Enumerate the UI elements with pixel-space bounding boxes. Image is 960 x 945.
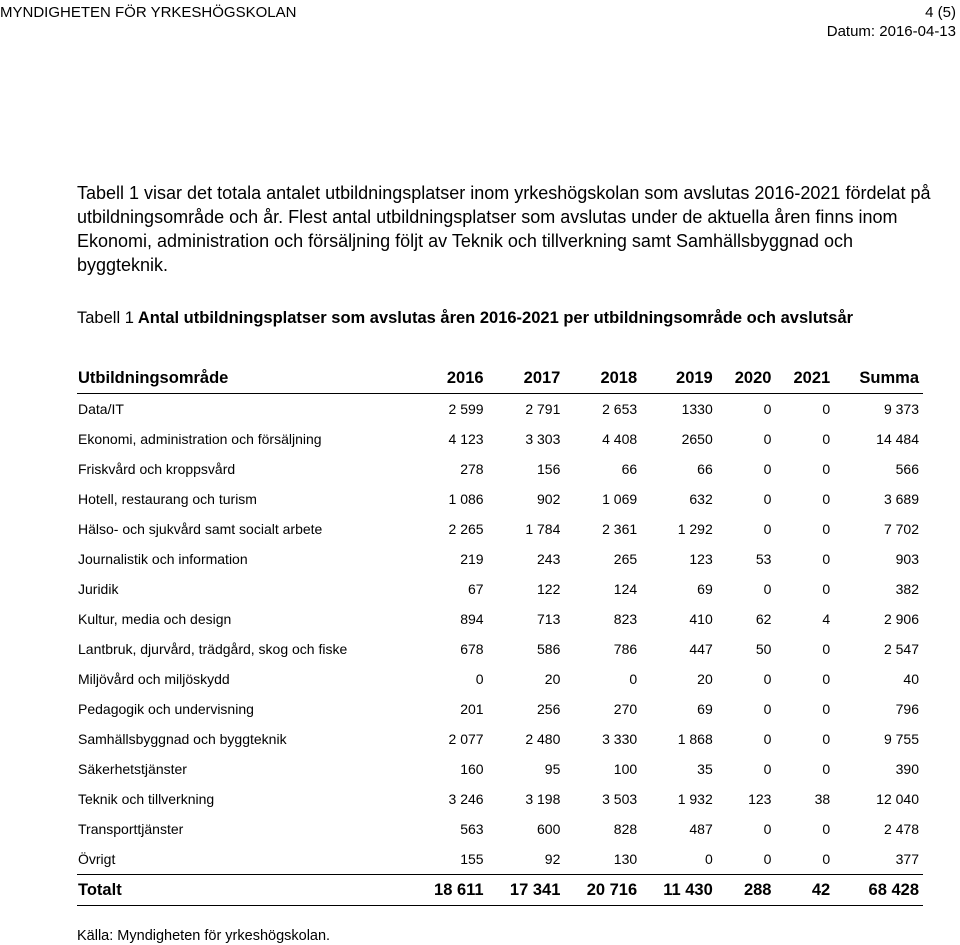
table-header-row (77, 363, 923, 394)
column-header: 2020 (717, 363, 776, 394)
table-cell: 0 (763, 521, 772, 537)
table-cell: 903 (895, 551, 919, 567)
table-cell: 100 (613, 761, 638, 777)
table-cell: 0 (822, 761, 831, 777)
table-cell: 390 (895, 761, 919, 777)
table-cell: 265 (613, 551, 638, 567)
column-header: 2016 (412, 363, 488, 394)
table-cell: 2 653 (602, 401, 638, 417)
column-header: 2017 (488, 363, 565, 394)
table-row (77, 574, 923, 604)
total-cell: 42 (775, 875, 834, 906)
table-cell: 0 (822, 491, 831, 507)
table-cell: 0 (704, 851, 713, 867)
table-cell: 0 (763, 401, 772, 417)
row-label: Pedagogik och undervisning (78, 701, 254, 717)
table-cell: 796 (895, 701, 919, 717)
table-cell: 0 (822, 821, 831, 837)
table-cell: 600 (537, 821, 561, 837)
row-label: Kultur, media och design (78, 611, 232, 627)
table-cell: 38 (814, 791, 831, 807)
table-cell: 0 (822, 401, 831, 417)
table-cell: 2 547 (883, 641, 919, 657)
row-label: Hälso- och sjukvård samt socialt arbete (78, 521, 323, 537)
table-row (77, 544, 923, 574)
column-header-area: Utbildningsområde (77, 363, 412, 394)
table-cell: 1330 (681, 401, 713, 417)
table-cell: 4 408 (602, 431, 638, 447)
table-cell: 0 (475, 671, 484, 687)
table-cell: 270 (613, 701, 638, 717)
row-label: Journalistik och information (78, 551, 248, 567)
table-cell: 377 (895, 851, 919, 867)
table-cell: 20 (697, 671, 713, 687)
total-row (77, 875, 923, 906)
table-cell: 3 198 (525, 791, 561, 807)
total-cell: 11 430 (641, 875, 717, 906)
table-cell: 0 (763, 431, 772, 447)
table-row (77, 424, 923, 454)
table-cell: 0 (822, 581, 831, 597)
table-cell: 2 480 (525, 731, 561, 747)
table-cell: 130 (613, 851, 638, 867)
table-caption-label: Tabell 1 (77, 309, 134, 327)
table-cell: 447 (689, 641, 713, 657)
row-label: Teknik och tillverkning (78, 791, 215, 807)
table-cell: 0 (763, 761, 772, 777)
column-header: 2018 (564, 363, 641, 394)
table-cell: 243 (537, 551, 561, 567)
table-cell: 0 (763, 851, 772, 867)
total-cell: 68 428 (834, 875, 923, 906)
table-cell: 823 (613, 611, 638, 627)
table-cell: 278 (460, 461, 484, 477)
row-label: Friskvård och kroppsvård (78, 461, 236, 477)
table-row (77, 694, 923, 724)
table-row (77, 814, 923, 844)
table-cell: 7 702 (883, 521, 919, 537)
intro-paragraph: Tabell 1 visar det totala antalet utbildningsplatser inom yrkeshögskolan som avslutas 2016-2021 fördelat på utbildningsområde och år. Flest antal utbildningsplatser som avslutas under de aktuella åren finns inom Ekonomi, administration och försäljning följt av Teknik och tillverkning samt Samhällsbyggnad och byggteknik. (77, 183, 931, 275)
table-cell: 9 373 (883, 401, 919, 417)
table-row (77, 754, 923, 784)
table-row (77, 664, 923, 694)
table-cell: 14 484 (876, 431, 919, 447)
table-row (77, 724, 923, 754)
table-cell: 828 (613, 821, 638, 837)
table-cell: 122 (537, 581, 561, 597)
table-cell: 69 (697, 581, 713, 597)
table-cell: 123 (689, 551, 713, 567)
table-cell: 0 (763, 731, 772, 747)
table-cell: 66 (621, 461, 638, 477)
table-row (77, 604, 923, 634)
table-cell: 2 478 (883, 821, 919, 837)
table-row (77, 844, 923, 875)
table-cell: 20 (544, 671, 561, 687)
table-cell: 0 (763, 821, 772, 837)
table-cell: 0 (763, 461, 772, 477)
table-cell: 487 (689, 821, 713, 837)
table-cell: 0 (822, 641, 831, 657)
total-cell: 17 341 (488, 875, 565, 906)
table-cell: 201 (460, 701, 484, 717)
data-table (77, 363, 923, 906)
table-cell: 62 (755, 611, 772, 627)
row-label: Övrigt (78, 851, 116, 867)
table-cell: 902 (537, 491, 561, 507)
header-organization: MYNDIGHETEN FÖR YRKESHÖGSKOLAN (0, 4, 297, 21)
table-cell: 0 (763, 581, 772, 597)
table-cell: 1 292 (677, 521, 713, 537)
column-header: Summa (834, 363, 923, 394)
table-cell: 2 265 (448, 521, 484, 537)
table-cell: 4 (822, 611, 831, 627)
table-cell: 1 868 (677, 731, 713, 747)
table-cell: 566 (895, 461, 919, 477)
document-date: Datum: 2016-04-13 (826, 23, 956, 40)
table-cell: 92 (544, 851, 561, 867)
total-cell: 18 611 (412, 875, 488, 906)
table-cell: 678 (460, 641, 484, 657)
table-row (77, 634, 923, 664)
table-cell: 256 (537, 701, 561, 717)
table-cell: 219 (460, 551, 484, 567)
table-cell: 67 (468, 581, 484, 597)
table-cell: 786 (613, 641, 638, 657)
table-cell: 0 (822, 671, 831, 687)
table-cell: 124 (613, 581, 638, 597)
table-row (77, 484, 923, 514)
total-cell: 288 (717, 875, 776, 906)
table-caption-text: Antal utbildningsplatser som avslutas åren 2016-2021 per utbildningsområde och avslutsår (133, 309, 854, 327)
page-number: 4 (5) (925, 4, 956, 21)
table-cell: 0 (763, 701, 772, 717)
table-cell: 0 (822, 551, 831, 567)
table-cell: 2 906 (883, 611, 919, 627)
table-cell: 382 (895, 581, 919, 597)
table-cell: 3 689 (883, 491, 919, 507)
table-cell: 3 303 (525, 431, 561, 447)
table-cell: 69 (697, 701, 713, 717)
table-cell: 3 330 (602, 731, 638, 747)
table-cell: 40 (903, 671, 919, 687)
table-cell: 0 (822, 461, 831, 477)
table-cell: 2 791 (525, 401, 561, 417)
table-cell: 123 (748, 791, 772, 807)
row-label: Hotell, restaurang och turism (78, 491, 257, 507)
row-label: Samhällsbyggnad och byggteknik (78, 731, 287, 747)
table-cell: 563 (460, 821, 484, 837)
table-cell: 632 (689, 491, 713, 507)
table-cell: 1 784 (525, 521, 561, 537)
row-label: Miljövård och miljöskydd (78, 671, 230, 687)
table-row (77, 514, 923, 544)
row-label: Säkerhetstjänster (78, 761, 187, 777)
table-cell: 95 (544, 761, 561, 777)
table-cell: 2 599 (448, 401, 484, 417)
table-cell: 2 361 (602, 521, 638, 537)
source-note: Källa: Myndigheten för yrkeshögskolan. (77, 928, 331, 944)
row-label: Juridik (78, 581, 119, 597)
table-cell: 1 086 (448, 491, 484, 507)
row-label: Ekonomi, administration och försäljning (78, 431, 322, 447)
table-cell: 50 (755, 641, 772, 657)
table-cell: 0 (629, 671, 638, 687)
table-cell: 894 (460, 611, 484, 627)
table-cell: 2 077 (448, 731, 484, 747)
row-label: Transporttjänster (78, 821, 184, 837)
table-cell: 0 (763, 671, 772, 687)
table-cell: 0 (822, 731, 831, 747)
table-cell: 53 (755, 551, 772, 567)
table-cell: 9 755 (883, 731, 919, 747)
table-cell: 713 (537, 611, 561, 627)
table-cell: 12 040 (876, 791, 919, 807)
table-cell: 156 (537, 461, 561, 477)
table-cell: 0 (822, 851, 831, 867)
table-cell: 0 (822, 521, 831, 537)
column-header: 2021 (775, 363, 834, 394)
table-cell: 1 932 (677, 791, 713, 807)
total-cell: 20 716 (564, 875, 641, 906)
total-label: Totalt (77, 875, 412, 906)
table-cell: 586 (537, 641, 561, 657)
table-cell: 160 (460, 761, 484, 777)
table-cell: 410 (689, 611, 713, 627)
table-cell: 155 (460, 851, 484, 867)
table-body (77, 394, 923, 906)
column-header: 2019 (641, 363, 717, 394)
row-label: Data/IT (78, 401, 124, 417)
table-cell: 1 069 (602, 491, 638, 507)
table-cell: 3 246 (448, 791, 484, 807)
table-cell: 0 (822, 701, 831, 717)
table-cell: 0 (763, 491, 772, 507)
table-cell: 2650 (681, 431, 713, 447)
table-row (77, 394, 923, 425)
table-row (77, 454, 923, 484)
table-cell: 0 (822, 431, 831, 447)
table-row (77, 784, 923, 814)
table-cell: 4 123 (448, 431, 484, 447)
table-caption (77, 307, 937, 329)
table-cell: 35 (697, 761, 713, 777)
table-cell: 66 (697, 461, 713, 477)
table-cell: 3 503 (602, 791, 638, 807)
row-label: Lantbruk, djurvård, trädgård, skog och fiske (78, 641, 348, 657)
